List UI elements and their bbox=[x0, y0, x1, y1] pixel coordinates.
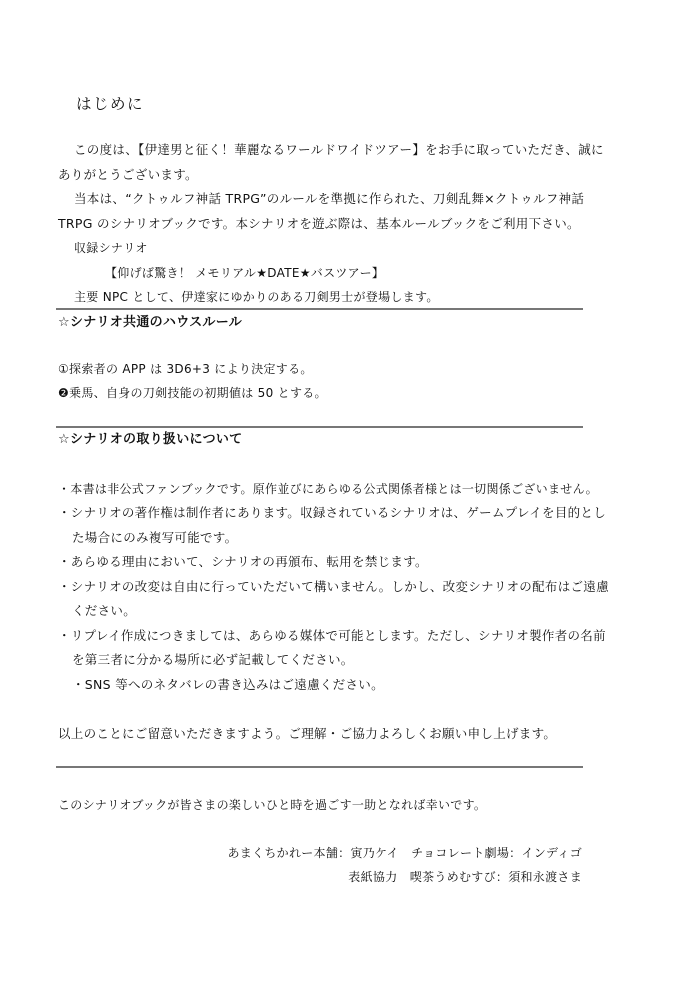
handling-line: ・リプレイ作成につきましては、あらゆる媒体で可能とします。ただし、シナリオ製作者の名前 bbox=[58, 628, 606, 643]
house-rules-heading: ☆シナリオ共通のハウスルール bbox=[58, 315, 243, 330]
intro-line: 収録シナリオ bbox=[74, 241, 148, 255]
scenario-title: 【仰げば驚き！ メモリアル★DATE★バスツアー】 bbox=[105, 266, 385, 280]
intro-line: 当本は、“クトゥルフ神話 TRPG”のルールを準拠に作られた、刀剣乱舞×クトゥルフ神話 bbox=[74, 191, 585, 206]
page-title: はじめに bbox=[76, 95, 145, 113]
credits-line: 表紙協力 喫茶うめむすび：須和永渡さま bbox=[348, 870, 582, 884]
house-rule-item: ❷乗馬、自身の刀剣技能の初期値は 50 とする。 bbox=[58, 386, 327, 400]
divider bbox=[56, 426, 583, 428]
handling-line: ・シナリオの著作権は制作者にあります。収録されているシナリオは、ゲームプレイを目的とし bbox=[58, 505, 607, 520]
intro-line: この度は、【伊達男と征く！華麗なるワールドワイドツアー】をお手に取っていただき、誠に bbox=[74, 142, 604, 157]
handling-heading: ☆シナリオの取り扱いについて bbox=[58, 432, 243, 447]
handling-line: を第三者に分かる場所に必ず記載してください。 bbox=[72, 652, 354, 667]
handling-line: ・あらゆる理由において、シナリオの再頒布、転用を禁じます。 bbox=[58, 554, 428, 569]
credits-line: あまくちかれー本舗：寅乃ケイ チョコレート劇場：インディゴ bbox=[227, 846, 582, 860]
divider bbox=[56, 766, 583, 768]
handling-line: ・シナリオの改変は自由に行っていただいて構いません。しかし、改変シナリオの配布はご遠慮 bbox=[58, 579, 609, 594]
intro-line: 主要 NPC として、伊達家にゆかりのある刀剣男士が登場します。 bbox=[74, 290, 439, 304]
handling-line: ください。 bbox=[72, 603, 137, 618]
footer-message: このシナリオブックが皆さまの楽しいひと時を過ごす一助となれば幸いです。 bbox=[58, 798, 487, 812]
house-rule-item: ①探索者の APP は 3D6+3 により決定する。 bbox=[58, 362, 313, 376]
handling-line: ・SNS 等へのネタバレの書き込みはご遠慮ください。 bbox=[72, 677, 384, 692]
closing-text: 以上のことにご留意いただきますよう。ご理解・ご協力よろしくお願い申し上げます。 bbox=[58, 726, 557, 741]
handling-line: ・本書は非公式ファンブックです。原作並びにあらゆる公式関係者様とは一切関係ございません。 bbox=[58, 482, 598, 496]
intro-line: ありがとうございます。 bbox=[58, 167, 198, 182]
handling-line: た場合にのみ複写可能です。 bbox=[72, 530, 238, 545]
intro-line: TRPG のシナリオブックです。本シナリオを遊ぶ際は、基本ルールブックをご利用下さい。 bbox=[58, 216, 580, 231]
divider bbox=[56, 308, 583, 310]
